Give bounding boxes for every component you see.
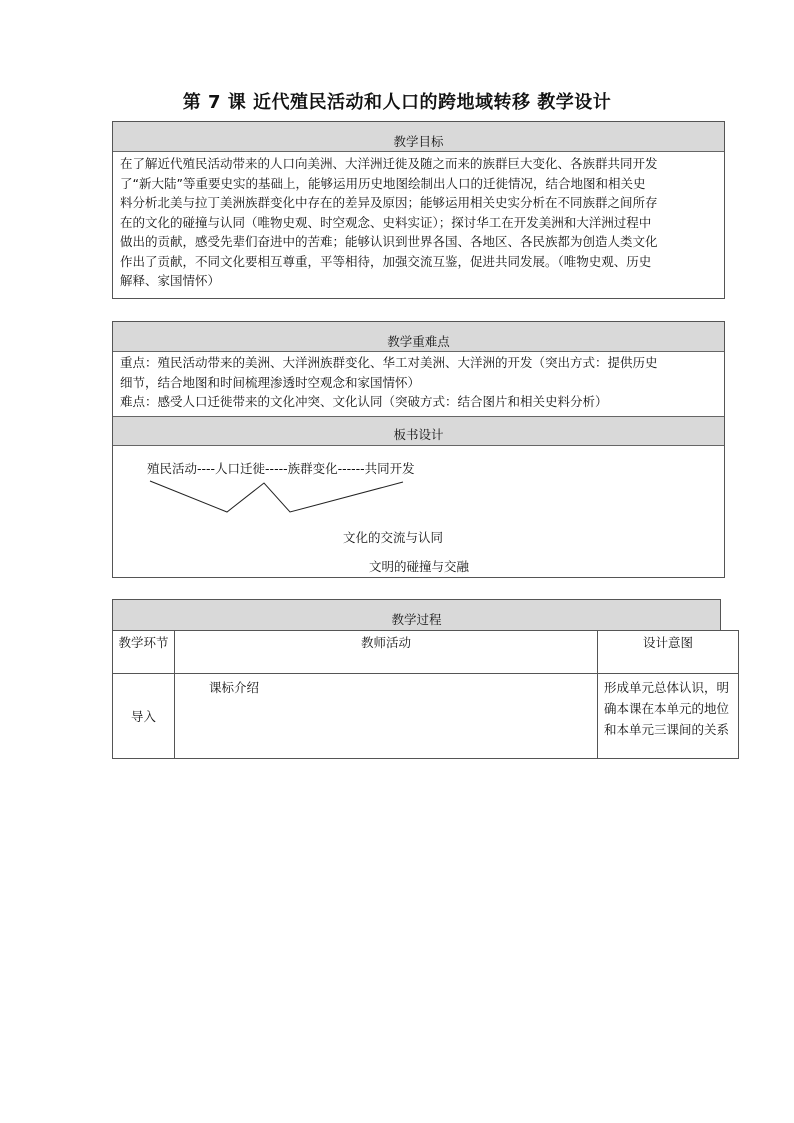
col-stage-header xyxy=(113,631,175,674)
board-connector-line xyxy=(150,481,403,512)
objectives-line: 在的文化的碰撞与认同（唯物史观、时空观念、史料实证）；探讨华工在开发美洲和大洋洲过程中 xyxy=(120,214,652,230)
process-table xyxy=(112,630,739,759)
objectives-line: 在了解近代殖民活动带来的人口向美洲、大洋洲迁徙及随之而来的族群巨大变化、各族群共同开发 xyxy=(120,156,658,171)
process-header: 教学过程 xyxy=(391,612,442,627)
col-stage-label: 教学环节 xyxy=(118,635,169,650)
table-row xyxy=(113,674,739,759)
col-teacher-header xyxy=(175,631,598,674)
objectives-body xyxy=(113,152,724,291)
board-line-exchange: 文化的交流与认同 xyxy=(343,530,444,545)
board-line-collision: 文明的碰撞与交融 xyxy=(369,559,470,574)
table-header-row xyxy=(113,631,739,674)
key-points-header: 教学重难点 xyxy=(113,322,724,352)
objectives-line: 了“新大陆”等重要史实的基础上，能够运用历史地图绘制出人口的迁徙情况，结合地图和相关史 xyxy=(120,175,646,191)
intent-text: 形成单元总体认识，明确本课在本单元的地位和本单元三课间的关系 xyxy=(604,680,730,737)
col-teacher-label: 教师活动 xyxy=(360,635,411,650)
board-area xyxy=(113,446,724,576)
key-points-body xyxy=(113,352,724,416)
key-points-line: 细节，结合地图和时间梳理渗透时空观念和家国情怀） xyxy=(120,374,421,390)
objectives-section xyxy=(112,121,725,299)
board-header: 板书设计 xyxy=(113,416,724,446)
process-header-box xyxy=(112,599,721,630)
col-intent-header xyxy=(598,631,739,674)
board-chain: 殖民活动----人口迁徙-----族群变化------共同开发 xyxy=(147,461,415,476)
stage-text: 导入 xyxy=(130,708,156,724)
stage-cell xyxy=(113,674,175,759)
intent-cell xyxy=(598,674,739,759)
col-intent-label: 设计意图 xyxy=(642,635,693,650)
objectives-line: 解释、家国情怀） xyxy=(120,273,221,288)
teacher-text: 课标介绍 xyxy=(209,680,260,695)
teacher-cell xyxy=(175,674,598,759)
key-points-line: 重点：殖民活动带来的美洲、大洋洲族群变化、华工对美洲、大洋洲的开发（突出方式：提供历史 xyxy=(120,355,658,370)
key-points-line: 难点：感受人口迁徙带来的文化冲突、文化认同（突破方式：结合图片和相关史料分析） xyxy=(120,394,608,409)
objectives-line: 作出了贡献，不同文化要相互尊重，平等相待，加强交流互鉴，促进共同发展。（唯物史观、历史 xyxy=(120,253,652,269)
objectives-header: 教学目标 xyxy=(113,122,724,152)
key-points-section xyxy=(112,321,725,578)
page-title: 第 7 课 近代殖民活动和人口的跨地域转移 教学设计 xyxy=(182,92,612,113)
objectives-line: 料分析北美与拉丁美洲族群变化中存在的差异及原因；能够运用相关史实分析在不同族群之间所存 xyxy=(120,195,658,210)
objectives-line: 做出的贡献，感受先辈们奋进中的苦难；能够认识到世界各国、各地区、各民族都为创造人类文化 xyxy=(120,234,658,249)
